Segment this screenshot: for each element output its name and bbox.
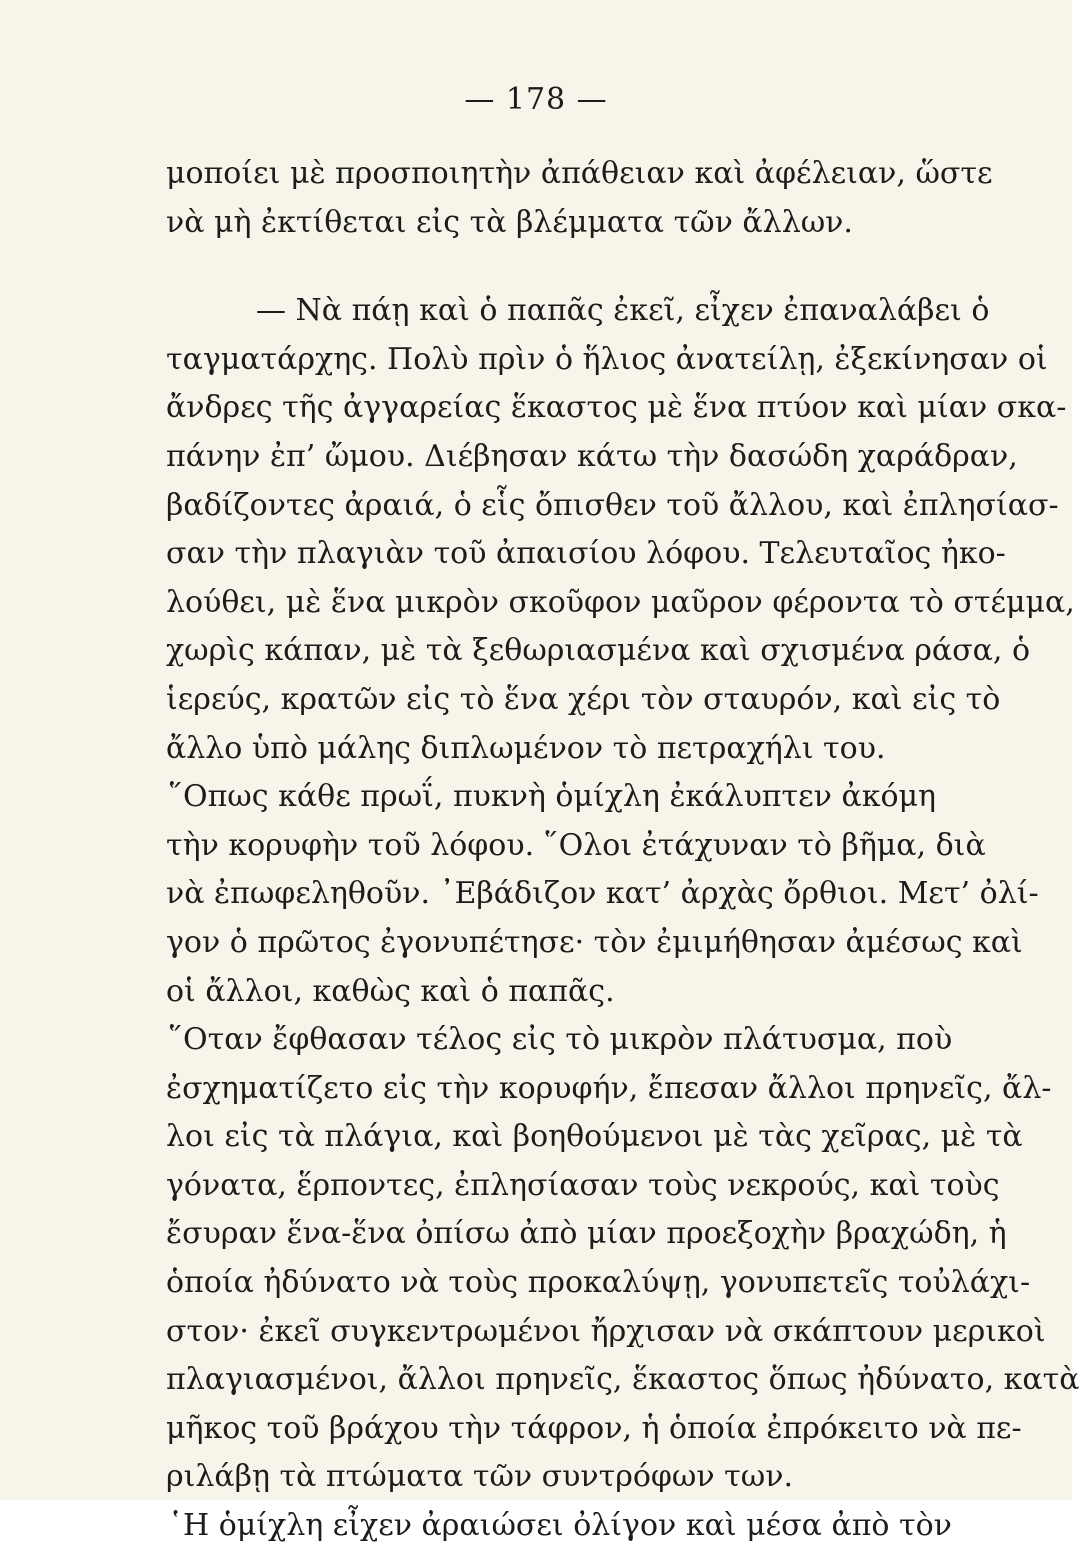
text-line: νὰ ἐπωφεληθοῦν. ᾿Εβάδιζον κατ’ ἀρχὰς ὄρθιοι. Μετ’ ὀλί- [166,876,1039,912]
text-line: λοι εἰς τὰ πλάγια, καὶ βοηθούμενοι μὲ τὰς χεῖρας, μὲ τὰ [166,1119,1023,1155]
text-line: ῞Οταν ἔφθασαν τέλος εἰς τὸ μικρὸν πλάτυσμα, ποὺ [168,1022,953,1058]
text-line: γόνατα, ἕρποντες, ἐπλησίασαν τοὺς νεκρούς, καὶ τοὺς [166,1167,1000,1203]
text-line: βαδίζοντες ἀραιά, ὁ εἷς ὄπισθεν τοῦ ἄλλου, καὶ ἐπλησίασ- [166,487,1059,523]
text-line: μοποίει μὲ προσποιητὴν ἀπάθειαν καὶ ἀφέλειαν, ὥστε [166,156,993,191]
text-line: — Νὰ πάῃ καὶ ὁ παπᾶς ἐκεῖ, εἶχεν ἐπαναλάβει ὁ [256,293,990,329]
page-number: — 178 — [464,82,608,117]
text-line: ἔσυραν ἕνα-ἕνα ὀπίσω ἀπὸ μίαν προεξοχὴν βραχώδη, ἡ [166,1216,1007,1252]
paragraph-gap [166,247,936,287]
text-line: ταγματάρχης. Πολὺ πρὶν ὁ ἥλιος ἀνατείλῃ, ἐξεκίνησαν οἱ [166,341,1048,377]
text-line: ῾Η ὁμίχλη εἶχεν ἀραιώσει ὀλίγον καὶ μέσα ἀπὸ τὸν [168,1508,952,1544]
text-line: νὰ μὴ ἐκτίθεται εἰς τὰ βλέμματα τῶν ἄλλων. [166,204,853,240]
text-line: ἱερεύς, κρατῶν εἰς τὸ ἕνα χέρι τὸν σταυρόν, καὶ εἰς τὸ [166,681,1001,717]
text-line: ῞Οπως κάθε πρωΐ, πυκνὴ ὁμίχλη ἐκάλυπτεν ἀκόμη [168,779,936,815]
text-line: σαν τὴν πλαγιὰν τοῦ ἀπαισίου λόφου. Τελευταῖος ἠκο- [166,536,1006,572]
text-line: λούθει, μὲ ἕνα μικρὸν σκοῦφον μαῦρον φέροντα τὸ στέμμα, [166,584,1075,620]
text-line: ἄνδρες τῆς ἀγγαρείας ἕκαστος μὲ ἕνα πτύον καὶ μίαν σκα- [166,390,1067,426]
body-text [166,150,1080,1551]
text-line: χωρὶς κάπαν, μὲ τὰ ξεθωριασμένα καὶ σχισμένα ράσα, ὁ [166,633,1031,669]
text-line: γον ὁ πρῶτος ἐγονυπέτησε· τὸν ἐμιμήθησαν ἀμέσως καὶ [166,924,1023,960]
text-line: ὁποία ἠδύνατο νὰ τοὺς προκαλύψῃ, γονυπετεῖς τοὐλάχι- [166,1265,1031,1301]
text-line: τὴν κορυφὴν τοῦ λόφου. ῞Ολοι ἐτάχυναν τὸ βῆμα, διὰ [166,827,986,863]
text-line: ριλάβῃ τὰ πτώματα τῶν συντρόφων των. [166,1459,793,1495]
text-line: πάνην ἐπ’ ὤμου. Διέβησαν κάτω τὴν δασώδη χαράδραν, [166,438,1018,474]
text-line: στον· ἐκεῖ συγκεντρωμένοι ἤρχισαν νὰ σκάπτουν μερικοὶ [166,1313,1046,1349]
text-line: πλαγιασμένοι, ἄλλοι πρηνεῖς, ἕκαστος ὅπως ἠδύνατο, κατὰ [166,1362,1080,1398]
text-line: οἱ ἄλλοι, καθὼς καὶ ὁ παπᾶς. [166,973,615,1009]
text-line: μῆκος τοῦ βράχου τὴν τάφρον, ἡ ὁποία ἐπρόκειτο νὰ πε- [166,1410,1022,1446]
text-line: ἐσχηματίζετο εἰς τὴν κορυφήν, ἔπεσαν ἄλλοι πρηνεῖς, ἄλ- [166,1070,1052,1106]
text-line: ἄλλο ὑπὸ μάλης διπλωμένον τὸ πετραχήλι του. [166,730,886,766]
